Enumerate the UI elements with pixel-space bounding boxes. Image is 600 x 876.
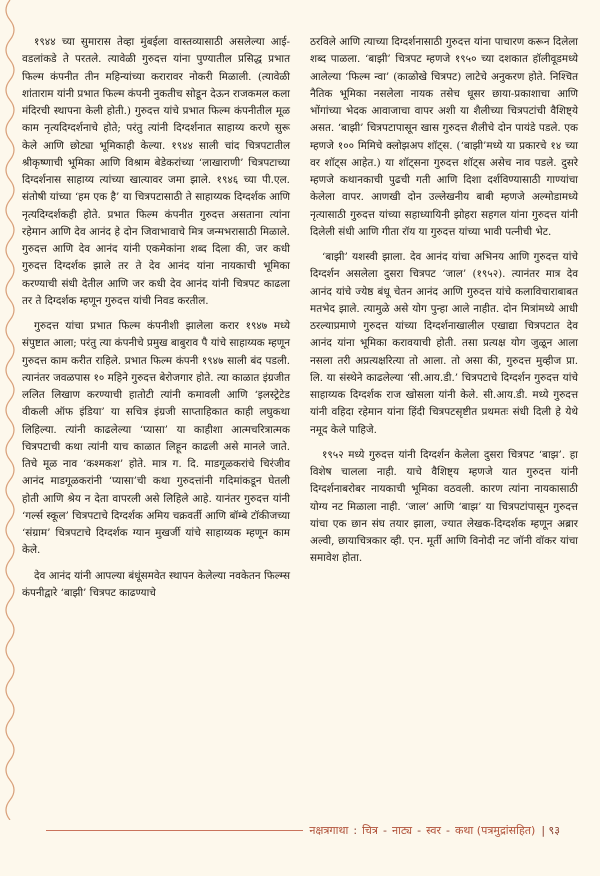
- footer-title: नक्षत्रगाथा: [309, 823, 349, 837]
- decorative-border-icon: [0, 0, 18, 820]
- footer-separator: -: [445, 823, 450, 837]
- footer-item: नाट्य: [391, 823, 413, 837]
- right-column: [310, 34, 578, 804]
- paragraph: ‘बाझी’ यशस्वी झाला. देव आनंद यांचा अभिनय आणि गुरुदत्त यांचे दिग्दर्शन असलेला दुसरा चित्रपट ‘जाल’ (१९५२). त्यानंतर मात्र देव आनंद यांचे ज्येष्ठ बंधू चेतन आनंद आणि गुरुदत्त यांचे कलाविचाराबाबत मतभेद झाले. त्यामुळे असे योग पुन्हा आले नाहीत. दोन मित्रांमध्ये आधी ठरल्याप्रमाणे गुरुदत्त यांच्या दिग्दर्शनाखालील एखाद्या चित्रपटात देव आनंद यांना भूमिका करावयाची होती. तसा प्रत्यक्ष योग जुळून आला नसला तरी अप्रत्यक्षरित्या तो आला. तो असा की, गुरुदत्त मुव्हीज प्रा. लि. या संस्थेने काढलेल्या ‘सी.आय.डी.’ चित्रपटाचे दिग्दर्शन गुरुदत्त यांचे साहाय्यक दिग्दर्शक राज खोसला यांनी केले. सी.आय.डी. मध्ये गुरुदत्त यांनी वहिदा रहेमान यांना हिंदी चित्रपटसृष्टीत प्रथमतः संधी दिली हे येथे नमूद केले पाहिजे.: [310, 251, 578, 436]
- paragraph: १९५२ मध्ये गुरुदत्त यांनी दिग्दर्शन केलेला दुसरा चित्रपट ‘बाझ’. हा विशेष चालला नाही. याचे वैशिष्ट्य म्हणजे यात गुरुदत्त यांनी दिग्दर्शनाबरोबर नायकाची भूमिका वठवली. कारण त्यांना नायकासाठी योग्य नट मिळाला नाही. ‘जाल’ आणि ‘बाझ’ या चित्रपटांपासून गुरुदत्त यांचा एक छान संघ तयार झाला, ज्यात लेखक-दिग्दर्शक म्हणून अब्रार अल्वी, छायाचित्रकार व्ही. एन. मूर्ती आणि विनोदी नट जॉनी वॉकर यांचा समावेश होता.: [310, 448, 578, 565]
- footer-separator: -: [382, 823, 387, 837]
- page-number: | ९३: [541, 823, 560, 837]
- footer-separator: -: [417, 823, 422, 837]
- footer-rule: [46, 830, 303, 831]
- paragraph: देव आनंद यांनी आपल्या बंधूंसमवेत स्थापन केलेल्या नवकेतन फिल्म्स कंपनीद्वारे ‘बाझी’ चित्रपट काढण्याचे: [22, 569, 290, 599]
- footer-item: स्वर: [426, 823, 441, 837]
- paragraph: १९४४ च्या सुमारास तेव्हा मुंबईला वास्तव्यासाठी असलेल्या आई-वडलांकडे ते परतले. त्यावेळी गुरुदत्त यांना पुण्यातील प्रसिद्ध प्रभात फिल्म कंपनीत तीन महिन्यांच्या करारावर नोकरी मिळाली. (त्यावेळी शांताराम यांनी प्रभात फिल्म कंपनी नुकतीच सोडून देऊन राजकमल कला मंदिरची स्थापना केली होती.) गुरुदत्त यांचे प्रभात फिल्म कंपनीतील मूळ काम नृत्यदिग्दर्शनाचे होते; परंतु त्यांनी दिग्दर्शनात साहाय्य करणे सुरू केले आणि छोट्या भूमिकाही केल्या. १९४४ साली चांद चित्रपटातील श्रीकृष्णाची भूमिका आणि विश्राम बेडेकरांच्या ‘लाखाराणी’ चित्रपटाच्या दिग्दर्शनास साहाय्य त्यांच्या खात्यावर जमा झाले. १९४६ च्या पी.एल. संतोषी यांच्या ‘हम एक है’ या चित्रपटासाठी ते साहाय्यक दिग्दर्शक आणि नृत्यदिग्दर्शकही होते. प्रभात फिल्म कंपनीत गुरुदत्त असताना त्यांना रहेमान आणि देव आनंद हे दोन जिवाभावाचे मित्र जन्मभरासाठी मिळाले. गुरुदत्त आणि देव आनंद यांनी एकमेकांना शब्द दिला की, जर कधी गुरुदत्त दिग्दर्शक झाले तर ते देव आनंद यांना नायकाची भूमिका करण्याची संधी देतील आणि जर कधी देव आनंद यांनी चित्रपट काढला तर ते दिग्दर्शक म्हणून गुरुदत्त यांची निवड करतील.: [22, 36, 290, 307]
- page-footer: [40, 820, 560, 840]
- left-column: [22, 34, 290, 804]
- footer-colon: :: [353, 823, 358, 837]
- footer-item: कथा (पत्रमुद्रांसहित): [454, 823, 536, 837]
- footer-item: चित्र: [362, 823, 378, 837]
- article-body: [22, 34, 578, 804]
- paragraph: गुरुदत्त यांचा प्रभात फिल्म कंपनीशी झालेला करार १९४७ मध्ये संपुष्टात आला; परंतु त्या कंपनीचे प्रमुख बाबुराव पै यांचे साहाय्यक म्हणून गुरुदत्त काम करीत राहिले. प्रभात फिल्म कंपनी १९४७ साली बंद पडली. त्यानंतर जवळपास १० महिने गुरुदत्त बेरोजगार होते. त्या काळात इंग्रजीत ललित लिखाण करण्याची हातोटी त्यांनी कमावली आणि ‘इलस्ट्रेटेड वीकली ऑफ इंडिया’ या सचित्र इंग्रजी साप्ताहिकात काही लघुकथा लिहिल्या. त्यांनी काढलेल्या ‘प्यासा’ या काहीशा आत्मचरित्रात्मक चित्रपटाची कथा त्यांनी याच काळात लिहून काढली असे मानले जाते. तिचे मूळ नाव ‘कश्मकश’ होते. मात्र ग. दि. माडगूळकरांचे चिरंजीव आनंद माडगूळकरांनी ‘प्यासा’ची कथा गुरुदत्तांनी गदिमांकडून घेतली होती आणि श्रेय न देता वापरली असे लिहिले आहे. यानंतर गुरुदत्त यांनी ‘गर्ल्स स्कूल’ चित्रपटाचे दिग्दर्शक अमिय चक्रवर्ती आणि बॉम्बे टॉकीजच्या ‘संग्राम’ चित्रपटाचे दिग्दर्शक ग्यान मुखर्जी यांचे साहाय्यक म्हणून काम केले.: [22, 320, 290, 557]
- paragraph: ठरविले आणि त्याच्या दिग्दर्शनासाठी गुरुदत्त यांना पाचारण करून दिलेला शब्द पाळला. ‘बाझी’ चित्रपट म्हणजे १९५० च्या दशकात हॉलीवूडमध्ये आलेल्या ‘फिल्म न्वा’ (काळोखे चित्रपट) लाटेचे अनुकरण होते. निश्चित नैतिक भूमिका नसलेला नायक तसेच धूसर छाया-प्रकाशाचा आणि भोंगांच्या भेदक आवाजाचा वापर अशी या शैलीच्या चित्रपटांची वैशिष्ट्ये असत. ‘बाझी’ चित्रपटापासून खास गुरुदत्त शैलीचे दोन पायंडे पडले. एक म्हणजे १०० मिमिचे क्लोझअप शॉट्स. (‘बाझी’मध्ये या प्रकारचे १४ च्या वर शॉट्स आहेत.) या शॉट्सना गुरुदत्त शॉट्स असेच नाव पडले. दुसरे म्हणजे कथानकाची पुढची गती आणि दिशा दर्शविण्यासाठी गाण्यांचा केलेला वापर. आणखी दोन उल्लेखनीय बाबी म्हणजे अल्मोडामध्ये नृत्यासाठी गुरुदत्त यांच्या सहाध्यायिनी झोहरा सहगल यांना गुरुदत्त यांनी दिलेली संधी आणि गीता रॉय या गुरुदत्त यांच्या भावी पत्नीची भेट.: [310, 36, 578, 238]
